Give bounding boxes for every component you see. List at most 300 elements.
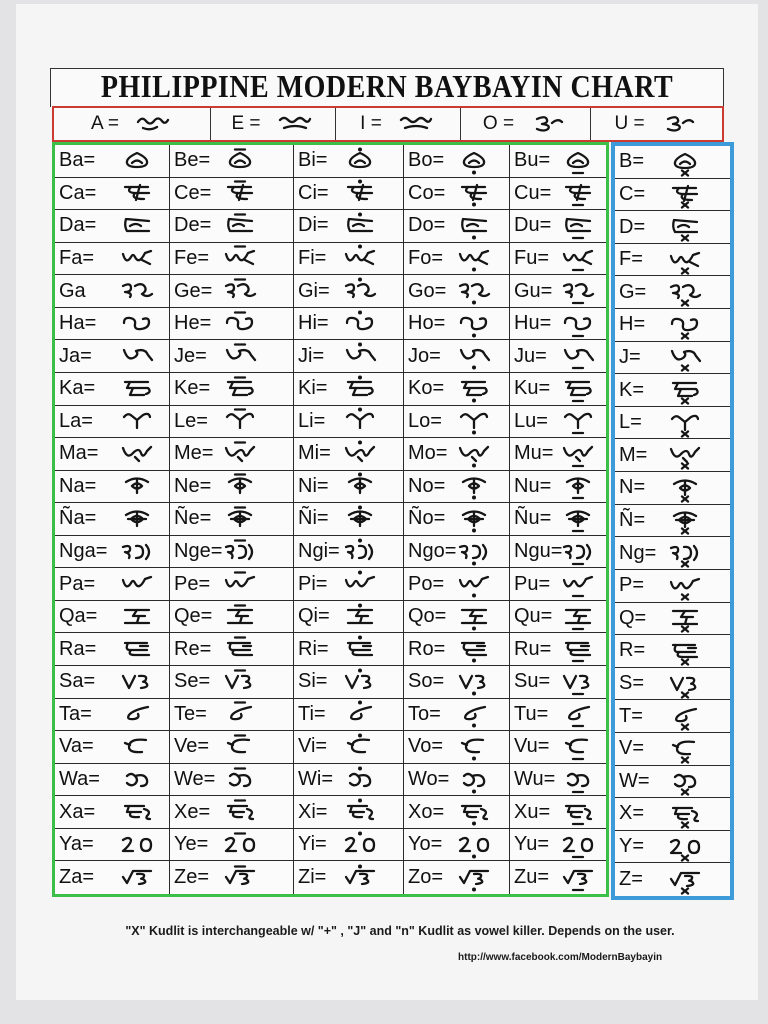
baybayin-sa-x-icon (665, 669, 705, 699)
baybayin-nga-u-icon (558, 537, 598, 567)
syllable-label: Li= (298, 409, 326, 432)
syllable-label: Ho= (408, 312, 446, 335)
syllable-cell (55, 243, 170, 275)
syllable-label: Fu= (514, 246, 550, 269)
consonant-label: G= (619, 280, 647, 303)
baybayin-o-u-icon (659, 109, 699, 139)
baybayin-xa-icon (117, 797, 157, 827)
baybayin-ka-i-icon (340, 374, 380, 404)
syllable-row (55, 633, 606, 666)
syllable-label: Fa= (59, 246, 95, 269)
consonant-cell (615, 439, 730, 471)
baybayin-nga-icon (117, 537, 157, 567)
baybayin-nga-e-icon (220, 537, 260, 567)
syllable-cell (55, 373, 170, 405)
syllable-cell (55, 536, 170, 568)
syllable-cell (55, 699, 170, 731)
syllable-label: Fe= (174, 246, 210, 269)
baybayin-la-e-icon (220, 406, 260, 436)
syllable-label: Ñu= (514, 507, 552, 530)
syllable-cell (510, 438, 606, 470)
consonant-row (615, 276, 730, 309)
consonant-cell (615, 798, 730, 830)
consonant-cell (615, 407, 730, 439)
baybayin-fa-icon (117, 243, 157, 273)
syllable-label: Ño= (408, 507, 446, 530)
baybayin-da-u-icon (558, 211, 598, 241)
baybayin-ga-u-icon (558, 276, 598, 306)
baybayin-ra-e-icon (220, 634, 260, 664)
consonant-row (615, 668, 730, 701)
baybayin-za-icon (117, 863, 157, 893)
syllable-cell (404, 829, 510, 861)
syllable-cell (294, 601, 404, 633)
baybayin-nya-x-icon (665, 505, 705, 535)
vowel-cell (54, 108, 210, 140)
consonant-label: L= (619, 411, 642, 434)
syllable-cell (510, 275, 606, 307)
baybayin-za-i-icon (340, 863, 380, 893)
consonant-row (615, 570, 730, 603)
syllable-cell (294, 243, 404, 275)
baybayin-ba-i-icon (340, 146, 380, 176)
syllable-row (55, 731, 606, 764)
syllable-row (55, 601, 606, 634)
consonant-label: F= (619, 248, 643, 271)
syllable-cell (510, 536, 606, 568)
syllable-label: Hi= (298, 312, 329, 335)
syllable-cell (170, 145, 294, 177)
baybayin-la-o-icon (454, 406, 494, 436)
syllable-cell (294, 340, 404, 372)
consonant-row (615, 863, 730, 896)
baybayin-nya-u-icon (558, 504, 598, 534)
syllable-cell (294, 829, 404, 861)
syllable-label: Ñi= (298, 507, 329, 530)
baybayin-ha-u-icon (558, 309, 598, 339)
consonant-row (615, 831, 730, 864)
syllable-label: Xi= (298, 800, 328, 823)
syllable-cell (55, 308, 170, 340)
baybayin-la-i-icon (340, 406, 380, 436)
baybayin-ma-i-icon (340, 439, 380, 469)
baybayin-na-e-icon (220, 471, 260, 501)
syllable-label: Qi= (298, 605, 330, 628)
baybayin-ra-x-icon (665, 636, 705, 666)
consonant-row (615, 211, 730, 244)
baybayin-la-u-icon (558, 406, 598, 436)
baybayin-qa-icon (117, 602, 157, 632)
syllable-cell (55, 861, 170, 894)
syllable-label: So= (408, 670, 445, 693)
syllable-label: Ye= (174, 833, 209, 856)
syllable-row (55, 406, 606, 439)
syllable-label: Wu= (514, 768, 556, 791)
consonant-row (615, 146, 730, 179)
syllable-label: Pe= (174, 572, 211, 595)
syllable-label: He= (174, 312, 212, 335)
syllable-cell (404, 275, 510, 307)
consonant-cell (615, 863, 730, 896)
syllable-cell (404, 471, 510, 503)
syllable-label: Gi= (298, 279, 330, 302)
syllable-label: Ga (59, 279, 86, 302)
syllable-cell (294, 796, 404, 828)
baybayin-ka-icon (117, 374, 157, 404)
syllable-cell (294, 503, 404, 535)
syllable-cell (170, 178, 294, 210)
baybayin-ra-i-icon (340, 634, 380, 664)
syllable-cell (294, 633, 404, 665)
syllable-label: Ca= (59, 181, 97, 204)
syllable-cell (170, 666, 294, 698)
baybayin-ga-i-icon (340, 276, 380, 306)
baybayin-xa-e-icon (220, 797, 260, 827)
baybayin-ga-e-icon (220, 276, 260, 306)
consonant-row (615, 700, 730, 733)
syllable-cell (510, 340, 606, 372)
baybayin-ma-o-icon (454, 439, 494, 469)
syllable-cell (55, 633, 170, 665)
syllable-cell (170, 861, 294, 894)
syllable-cell (510, 633, 606, 665)
syllable-label: Ngi= (298, 540, 340, 563)
syllable-label: Za= (59, 866, 95, 889)
baybayin-nga-o-icon (454, 537, 494, 567)
baybayin-va-icon (117, 732, 157, 762)
baybayin-ba-icon (117, 146, 157, 176)
syllable-label: Qo= (408, 605, 447, 628)
syllable-cell (170, 471, 294, 503)
consonant-cell (615, 374, 730, 406)
baybayin-a-icon (133, 109, 173, 139)
consonant-row (615, 766, 730, 799)
baybayin-nya-e-icon (220, 504, 260, 534)
syllable-cell (294, 731, 404, 763)
baybayin-da-i-icon (340, 211, 380, 241)
syllable-label: Ma= (59, 442, 99, 465)
syllable-row (55, 536, 606, 569)
syllable-label: Pa= (59, 572, 96, 595)
baybayin-ya-u-icon (558, 830, 598, 860)
consonant-row (615, 309, 730, 342)
syllable-cell (404, 308, 510, 340)
chart-title: PHILIPPINE MODERN BAYBAYIN CHART (100, 69, 674, 106)
baybayin-ka-u-icon (558, 374, 598, 404)
syllable-label: Pu= (514, 572, 551, 595)
syllable-label: Do= (408, 214, 446, 237)
syllable-label: De= (174, 214, 212, 237)
syllable-cell (170, 340, 294, 372)
syllable-cell (510, 406, 606, 438)
baybayin-wa-x-icon (665, 766, 705, 796)
syllable-label: Yi= (298, 833, 327, 856)
baybayin-wa-u-icon (558, 765, 598, 795)
syllable-cell (510, 308, 606, 340)
syllable-row (55, 210, 606, 243)
baybayin-qa-x-icon (665, 603, 705, 633)
syllable-cell (170, 503, 294, 535)
syllable-cell (170, 764, 294, 796)
source-url: http://www.facebook.com/ModernBaybayin (458, 952, 663, 963)
baybayin-ga-o-icon (454, 276, 494, 306)
syllable-cell (55, 340, 170, 372)
syllable-cell (294, 308, 404, 340)
syllable-row (55, 861, 606, 894)
syllable-label: Ngo= (408, 540, 457, 563)
baybayin-pa-e-icon (220, 569, 260, 599)
syllable-cell (55, 503, 170, 535)
syllable-row (55, 340, 606, 373)
syllable-cell (510, 829, 606, 861)
vowel-label: I = (360, 113, 382, 134)
consonant-row (615, 733, 730, 766)
baybayin-xa-x-icon (665, 799, 705, 829)
syllable-cell (510, 243, 606, 275)
syllable-label: Nga= (59, 540, 108, 563)
vowel-cell (210, 108, 335, 140)
baybayin-qa-u-icon (558, 602, 598, 632)
baybayin-ja-icon (117, 341, 157, 371)
syllable-cell (294, 373, 404, 405)
syllable-cell (404, 406, 510, 438)
syllable-cell (510, 764, 606, 796)
syllable-cell (55, 829, 170, 861)
syllable-cell (404, 796, 510, 828)
syllable-cell (170, 699, 294, 731)
syllable-label: Xu= (514, 800, 551, 823)
baybayin-ba-o-icon (454, 146, 494, 176)
syllable-label: Nge= (174, 540, 223, 563)
syllable-cell (294, 438, 404, 470)
syllable-label: Le= (174, 409, 208, 432)
baybayin-ta-x-icon (665, 701, 705, 731)
syllable-label: Ju= (514, 344, 547, 367)
baybayin-ta-u-icon (558, 699, 598, 729)
syllable-cell (510, 503, 606, 535)
consonant-label: M= (619, 443, 648, 466)
syllable-cell (510, 731, 606, 763)
baybayin-fa-u-icon (558, 243, 598, 273)
baybayin-va-i-icon (340, 732, 380, 762)
baybayin-va-u-icon (558, 732, 598, 762)
syllable-label: Na= (59, 474, 97, 497)
consonant-label: Ng= (619, 541, 657, 564)
baybayin-la-x-icon (665, 408, 705, 438)
baybayin-pa-o-icon (454, 569, 494, 599)
baybayin-ya-x-icon (665, 832, 705, 862)
consonant-label: Z= (619, 868, 643, 891)
baybayin-ma-e-icon (220, 439, 260, 469)
consonant-label: B= (619, 150, 645, 173)
syllable-cell (404, 243, 510, 275)
syllable-cell (404, 666, 510, 698)
consonant-cell (615, 537, 730, 569)
baybayin-wa-icon (117, 765, 157, 795)
syllable-cell (294, 764, 404, 796)
syllable-cell (294, 699, 404, 731)
syllable-label: Zu= (514, 866, 550, 889)
consonant-row (615, 505, 730, 538)
syllable-label: Mi= (298, 442, 331, 465)
baybayin-nya-o-icon (454, 504, 494, 534)
vowel-row (52, 106, 724, 142)
syllable-cell (510, 145, 606, 177)
syllable-label: Su= (514, 670, 551, 693)
baybayin-e-i-icon (275, 109, 315, 139)
baybayin-ha-i-icon (340, 309, 380, 339)
syllable-cell (55, 210, 170, 242)
syllable-cell (294, 145, 404, 177)
syllable-cell (404, 536, 510, 568)
baybayin-va-o-icon (454, 732, 494, 762)
syllable-row (55, 308, 606, 341)
syllable-label: Ko= (408, 377, 445, 400)
consonant-label: H= (619, 313, 646, 336)
baybayin-ba-u-icon (558, 146, 598, 176)
syllable-cell (170, 568, 294, 600)
syllable-label: Ri= (298, 637, 329, 660)
syllable-row (55, 764, 606, 797)
vowel-label: O = (482, 113, 515, 134)
baybayin-na-x-icon (665, 473, 705, 503)
baybayin-sa-u-icon (558, 667, 598, 697)
syllable-cell (170, 633, 294, 665)
syllable-row (55, 373, 606, 406)
syllable-label: Cu= (514, 181, 552, 204)
syllable-label: Di= (298, 214, 329, 237)
consonant-label: T= (619, 704, 643, 727)
syllable-cell (404, 731, 510, 763)
syllable-cell (510, 178, 606, 210)
consonant-row (615, 635, 730, 668)
syllable-label: Bi= (298, 149, 328, 172)
syllable-label: Ve= (174, 735, 210, 758)
baybayin-ca-e-icon (220, 178, 260, 208)
syllable-label: Je= (174, 344, 207, 367)
syllable-cell (510, 861, 606, 894)
baybayin-ja-e-icon (220, 341, 260, 371)
syllable-cell (404, 178, 510, 210)
syllable-label: Go= (408, 279, 447, 302)
title-box (50, 68, 724, 107)
baybayin-da-o-icon (454, 211, 494, 241)
consonant-cell (615, 700, 730, 732)
baybayin-ja-o-icon (454, 341, 494, 371)
baybayin-e-i-icon (396, 109, 436, 139)
syllable-label: Ja= (59, 344, 92, 367)
syllable-cell (510, 601, 606, 633)
syllable-cell (170, 308, 294, 340)
syllable-label: Du= (514, 214, 552, 237)
consonant-row (615, 439, 730, 472)
syllable-label: We= (174, 768, 216, 791)
syllable-label: Ke= (174, 377, 211, 400)
syllable-cell (404, 764, 510, 796)
syllable-cell (55, 145, 170, 177)
syllable-label: Ji= (298, 344, 325, 367)
baybayin-pa-x-icon (665, 571, 705, 601)
syllable-label: Ru= (514, 637, 552, 660)
syllable-cell (294, 666, 404, 698)
consonant-label: Q= (619, 606, 647, 629)
consonant-cell (615, 733, 730, 765)
baybayin-ja-x-icon (665, 342, 705, 372)
consonant-cell (615, 505, 730, 537)
consonant-cell (615, 179, 730, 211)
syllable-row (55, 666, 606, 699)
syllable-label: Si= (298, 670, 328, 693)
syllable-label: Tu= (514, 702, 549, 725)
syllable-label: Yo= (408, 833, 443, 856)
consonant-label: D= (619, 215, 646, 238)
consonant-cell (615, 342, 730, 374)
syllable-label: Bu= (514, 149, 551, 172)
vowel-cell (590, 108, 722, 140)
baybayin-ta-icon (117, 699, 157, 729)
syllable-cell (404, 601, 510, 633)
syllable-cell (294, 568, 404, 600)
syllable-label: Ne= (174, 474, 212, 497)
syllable-label: Ka= (59, 377, 96, 400)
syllable-row (55, 829, 606, 862)
syllable-label: Fi= (298, 246, 327, 269)
syllable-cell (170, 275, 294, 307)
consonant-label: W= (619, 769, 650, 792)
baybayin-pa-icon (117, 569, 157, 599)
baybayin-sa-i-icon (340, 667, 380, 697)
syllable-label: Qu= (514, 605, 553, 628)
baybayin-ta-i-icon (340, 699, 380, 729)
syllable-label: To= (408, 702, 441, 725)
syllable-cell (510, 666, 606, 698)
baybayin-pa-u-icon (558, 569, 598, 599)
baybayin-ka-o-icon (454, 374, 494, 404)
baybayin-ca-o-icon (454, 178, 494, 208)
syllable-row (55, 503, 606, 536)
syllable-grid (52, 142, 609, 897)
baybayin-ya-icon (117, 830, 157, 860)
syllable-label: Qe= (174, 605, 213, 628)
baybayin-o-u-icon (528, 109, 568, 139)
baybayin-qa-i-icon (340, 602, 380, 632)
kudlit-footnote: "X" Kudlit is interchangeable w/ "+" , "J" and "n" Kudlit as vowel killer. Depends on the user. (125, 924, 675, 938)
syllable-label: Qa= (59, 605, 98, 628)
consonant-row (615, 472, 730, 505)
baybayin-ma-u-icon (558, 439, 598, 469)
baybayin-da-x-icon (665, 212, 705, 242)
baybayin-la-icon (117, 406, 157, 436)
syllable-cell (55, 666, 170, 698)
syllable-label: Ge= (174, 279, 213, 302)
syllable-cell (404, 861, 510, 894)
syllable-label: Mo= (408, 442, 448, 465)
syllable-cell (294, 861, 404, 894)
vowel-label: E = (231, 113, 261, 134)
baybayin-za-e-icon (220, 863, 260, 893)
syllable-cell (294, 536, 404, 568)
consonant-column (611, 142, 734, 900)
syllable-row (55, 796, 606, 829)
consonant-label: X= (619, 802, 645, 825)
consonant-label: J= (619, 345, 641, 368)
syllable-label: Yu= (514, 833, 550, 856)
syllable-label: Ro= (408, 637, 446, 660)
baybayin-ya-o-icon (454, 830, 494, 860)
syllable-label: Vo= (408, 735, 444, 758)
syllable-cell (170, 438, 294, 470)
consonant-cell (615, 635, 730, 667)
